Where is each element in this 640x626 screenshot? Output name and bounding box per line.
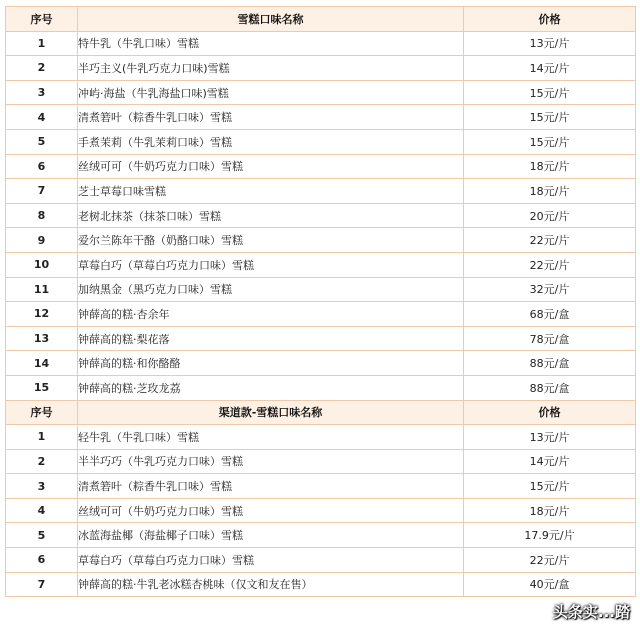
flavor-name: 钟薛高的糕·和你酪酪 xyxy=(78,351,464,376)
row-number: 1 xyxy=(6,31,78,56)
table-row xyxy=(6,56,636,81)
table-row xyxy=(6,129,636,154)
price-value: 20元/片 xyxy=(464,203,636,228)
table-row xyxy=(6,228,636,253)
row-number: 3 xyxy=(6,80,78,105)
price-value: 18元/片 xyxy=(464,154,636,179)
table-header-row xyxy=(6,400,636,425)
flavor-name: 丝绒可可（牛奶巧克力口味）雪糕 xyxy=(78,154,464,179)
flavor-name: 钟薛高的糕·牛乳老冰糕杏桃味（仅文和友在售） xyxy=(78,572,464,597)
row-number: 8 xyxy=(6,203,78,228)
table-row xyxy=(6,154,636,179)
header-no: 序号 xyxy=(6,400,78,425)
price-value: 22元/片 xyxy=(464,228,636,253)
flavor-name: 钟薛高的糕·梨花落 xyxy=(78,326,464,351)
row-number: 2 xyxy=(6,449,78,474)
price-value: 15元/片 xyxy=(464,474,636,499)
table-row xyxy=(6,498,636,523)
flavor-name: 草莓白巧（草莓白巧克力口味）雪糕 xyxy=(78,252,464,277)
table-row xyxy=(6,105,636,130)
price-value: 17.9元/片 xyxy=(464,523,636,548)
table-row xyxy=(6,31,636,56)
flavor-name: 清煮箬叶（粽香牛乳口味）雪糕 xyxy=(78,105,464,130)
flavor-name: 钟薛高的糕·杏余年 xyxy=(78,302,464,327)
row-number: 14 xyxy=(6,351,78,376)
price-value: 68元/盒 xyxy=(464,302,636,327)
watermark xyxy=(553,601,630,622)
flavor-name: 钟薛高的糕·芝玫龙荔 xyxy=(78,375,464,400)
watermark-text: 头条实...踏 xyxy=(552,603,630,621)
row-number: 3 xyxy=(6,474,78,499)
price-value: 15元/片 xyxy=(464,129,636,154)
header-no: 序号 xyxy=(6,7,78,32)
table-row xyxy=(6,548,636,573)
price-value: 18元/片 xyxy=(464,498,636,523)
row-number: 13 xyxy=(6,326,78,351)
table-header-row xyxy=(6,7,636,32)
table-row xyxy=(6,523,636,548)
flavor-name: 半半巧巧（牛乳巧克力口味）雪糕 xyxy=(78,449,464,474)
price-value: 22元/片 xyxy=(464,252,636,277)
header-name: 雪糕口味名称 xyxy=(78,7,464,32)
price-table xyxy=(5,6,636,597)
flavor-name: 丝绒可可（牛奶巧克力口味）雪糕 xyxy=(78,498,464,523)
table-row xyxy=(6,474,636,499)
row-number: 15 xyxy=(6,375,78,400)
row-number: 12 xyxy=(6,302,78,327)
row-number: 11 xyxy=(6,277,78,302)
price-value: 15元/片 xyxy=(464,105,636,130)
price-table-body xyxy=(6,7,636,597)
flavor-name: 爱尔兰陈年干酪（奶酪口味）雪糕 xyxy=(78,228,464,253)
row-number: 9 xyxy=(6,228,78,253)
row-number: 5 xyxy=(6,523,78,548)
flavor-name: 冲屿·海盐（牛乳海盐口味)雪糕 xyxy=(78,80,464,105)
header-name: 渠道款-雪糕口味名称 xyxy=(78,400,464,425)
table-row xyxy=(6,326,636,351)
table-row xyxy=(6,351,636,376)
header-price: 价格 xyxy=(464,400,636,425)
price-value: 13元/片 xyxy=(464,425,636,450)
flavor-name: 冰蓝海盐椰（海盐椰子口味）雪糕 xyxy=(78,523,464,548)
flavor-name: 芝士草莓口味雪糕 xyxy=(78,179,464,204)
flavor-name: 特牛乳（牛乳口味）雪糕 xyxy=(78,31,464,56)
price-value: 15元/片 xyxy=(464,80,636,105)
table-row xyxy=(6,302,636,327)
table-row xyxy=(6,80,636,105)
flavor-name: 半巧主义(牛乳巧克力口味)雪糕 xyxy=(78,56,464,81)
flavor-name: 加纳黑金（黑巧克力口味）雪糕 xyxy=(78,277,464,302)
table-row xyxy=(6,425,636,450)
table-row xyxy=(6,277,636,302)
row-number: 6 xyxy=(6,548,78,573)
row-number: 4 xyxy=(6,105,78,130)
row-number: 1 xyxy=(6,425,78,450)
price-value: 40元/盒 xyxy=(464,572,636,597)
row-number: 10 xyxy=(6,252,78,277)
row-number: 4 xyxy=(6,498,78,523)
row-number: 6 xyxy=(6,154,78,179)
header-price: 价格 xyxy=(464,7,636,32)
flavor-name: 老树北抹茶（抹茶口味）雪糕 xyxy=(78,203,464,228)
price-value: 14元/片 xyxy=(464,56,636,81)
price-value: 32元/片 xyxy=(464,277,636,302)
table-row xyxy=(6,375,636,400)
price-value: 78元/盒 xyxy=(464,326,636,351)
price-value: 88元/盒 xyxy=(464,375,636,400)
table-row xyxy=(6,572,636,597)
table-row xyxy=(6,252,636,277)
row-number: 7 xyxy=(6,179,78,204)
table-row xyxy=(6,203,636,228)
row-number: 5 xyxy=(6,129,78,154)
flavor-name: 轻牛乳（牛乳口味）雪糕 xyxy=(78,425,464,450)
table-row xyxy=(6,449,636,474)
price-value: 18元/片 xyxy=(464,179,636,204)
table-row xyxy=(6,179,636,204)
flavor-name: 草莓白巧（草莓白巧克力口味）雪糕 xyxy=(78,548,464,573)
row-number: 7 xyxy=(6,572,78,597)
flavor-name: 手煮茉莉（牛乳茉莉口味）雪糕 xyxy=(78,129,464,154)
flavor-name: 清煮箬叶（粽香牛乳口味）雪糕 xyxy=(78,474,464,499)
price-value: 88元/盒 xyxy=(464,351,636,376)
price-value: 22元/片 xyxy=(464,548,636,573)
price-value: 14元/片 xyxy=(464,449,636,474)
row-number: 2 xyxy=(6,56,78,81)
price-value: 13元/片 xyxy=(464,31,636,56)
